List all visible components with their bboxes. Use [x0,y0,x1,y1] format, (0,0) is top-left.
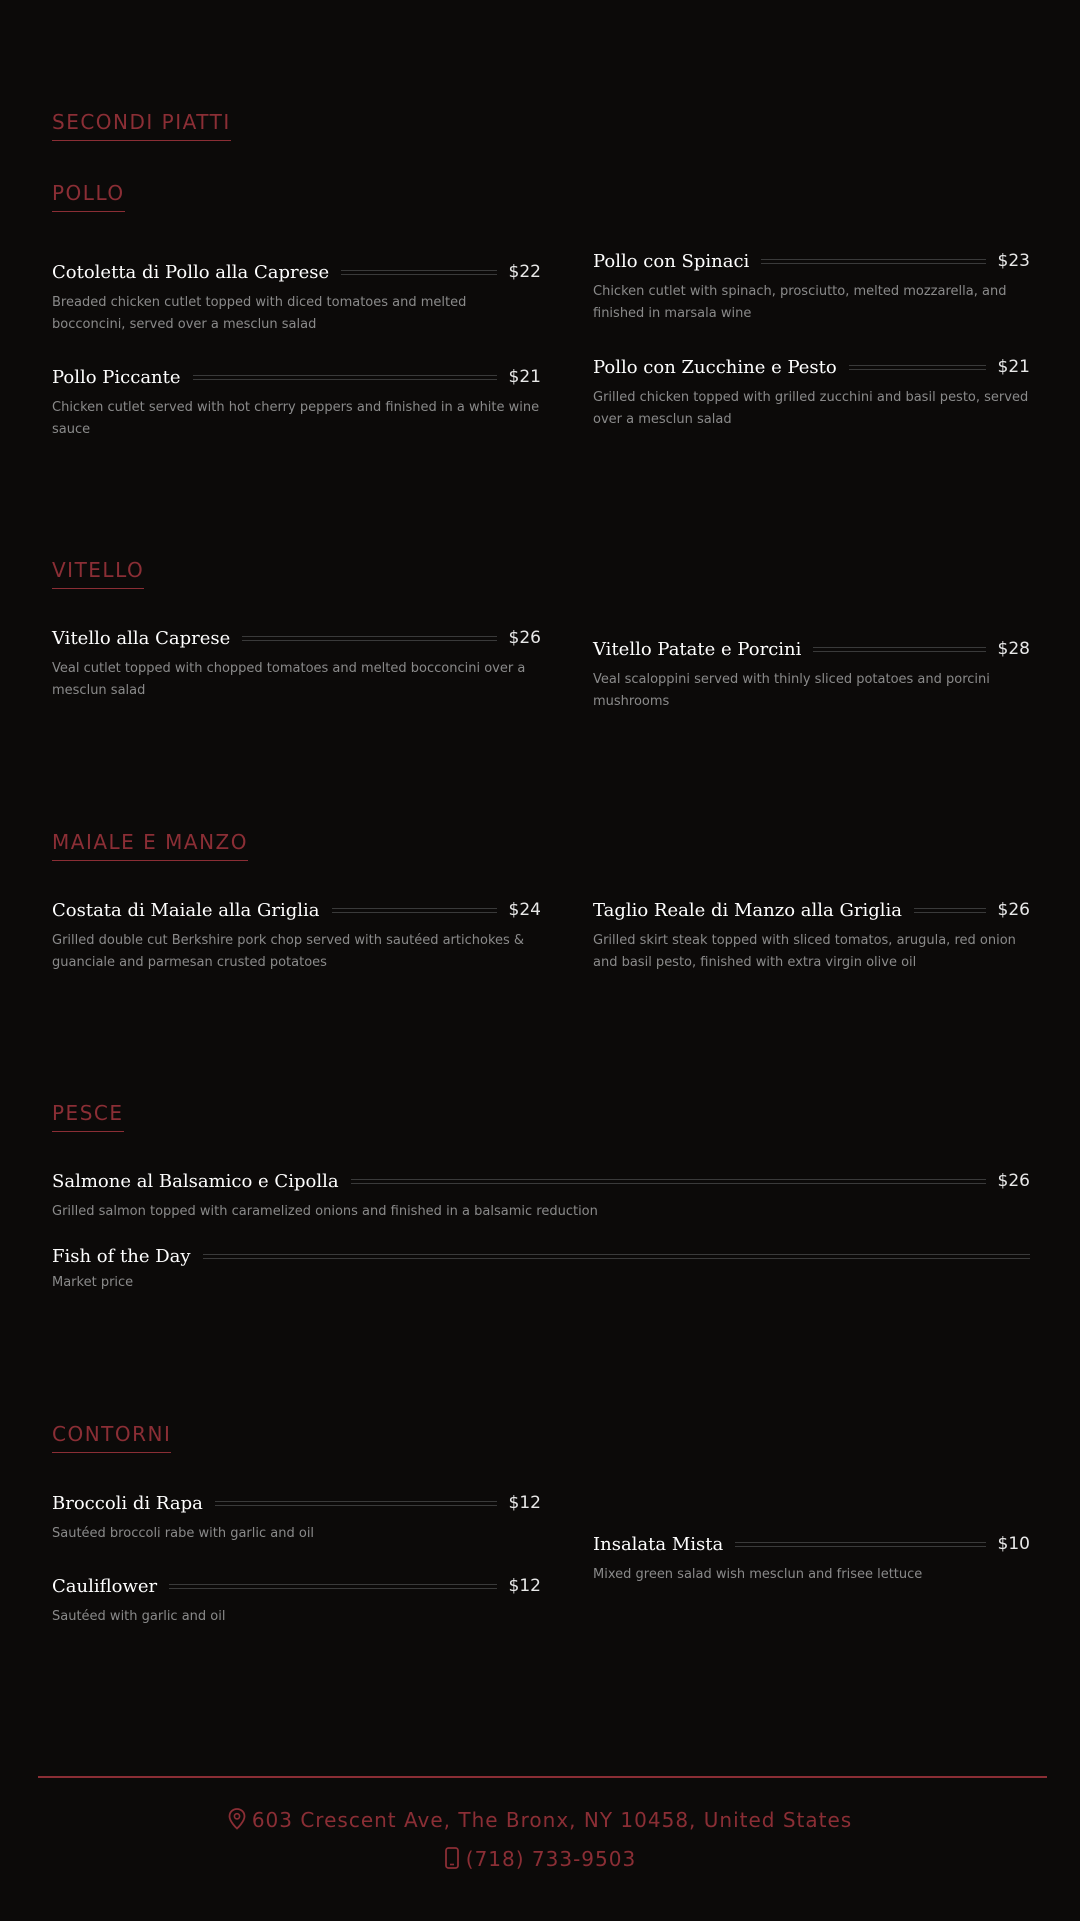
menu-item [593,353,1030,443]
menu-item [52,363,541,453]
menu-item [593,247,1030,337]
section-title-maiale-e-manzo: MAIALE E MANZO [52,830,248,861]
leader-line [193,375,497,380]
item-name: Broccoli di Rapa [52,1492,203,1514]
phone-icon [444,1847,460,1869]
item-price: $23 [997,251,1030,271]
item-name: Cauliflower [52,1575,158,1597]
item-description: Market price [52,1275,134,1290]
item-name: Costata di Maiale alla Griglia [52,899,320,921]
item-description: Sautéed broccoli rabe with garlic and oil [52,1526,315,1541]
item-price: $10 [997,1534,1030,1554]
leader-line [735,1542,985,1547]
menu-item [52,1572,541,1662]
footer-phone[interactable] [0,1847,1080,1871]
menu-item [52,896,541,986]
leader-line [813,647,985,652]
section-title-secondi-piatti: SECONDI PIATTI [52,110,231,141]
item-description: Chicken cutlet served with hot cherry peppers and finished in a white wine sauce [52,400,540,437]
item-name: Pollo con Zucchine e Pesto [593,356,837,378]
leader-line [169,1584,496,1589]
leader-line [341,270,496,275]
item-price: $26 [997,1171,1030,1191]
footer-address-text: 603 Crescent Ave, The Bronx, NY 10458, United States [251,1808,853,1832]
item-description: Veal cutlet topped with chopped tomatoes and melted bocconcini over a mesclun salad [52,661,526,698]
item-name: Vitello Patate e Porcini [593,638,802,660]
menu-item [52,1242,1030,1332]
item-name: Salmone al Balsamico e Cipolla [52,1170,339,1192]
item-price: $22 [508,262,541,282]
item-price: $24 [508,900,541,920]
item-price: $12 [508,1576,541,1596]
item-description: Grilled salmon topped with caramelized onions and finished in a balsamic reduction [52,1204,598,1219]
section-title-pesce: PESCE [52,1101,124,1132]
section-title-vitello: VITELLO [52,558,144,589]
leader-line [761,259,985,264]
menu-item [593,1530,1030,1620]
item-description: Veal scaloppini served with thinly sliced potatoes and porcini mushrooms [593,672,990,709]
item-price: $28 [997,639,1030,659]
leader-line [215,1501,497,1506]
leader-line [849,365,986,370]
item-price: $21 [508,367,541,387]
menu-item [593,635,1030,725]
leader-line [351,1179,986,1184]
item-description: Grilled skirt steak topped with sliced tomatos, arugula, red onion and basil pesto, finished with extra virgin olive oil [593,933,1016,970]
menu-item [52,1489,541,1579]
item-description: Grilled chicken topped with grilled zucchini and basil pesto, served over a mesclun salad [593,390,1029,427]
item-description: Breaded chicken cutlet topped with diced tomatoes and melted bocconcini, served over a mesclun salad [52,295,467,332]
item-name: Pollo con Spinaci [593,250,750,272]
footer-address[interactable] [0,1808,1080,1832]
footer-phone-text: (718) 733-9503 [465,1847,637,1871]
leader-line [914,908,986,913]
leader-line [203,1254,1030,1259]
menu-item [52,258,541,348]
menu-item [52,624,541,714]
leader-line [242,636,496,641]
item-price: $26 [508,628,541,648]
footer-divider [38,1776,1047,1778]
item-description: Mixed green salad wish mesclun and frisee lettuce [593,1567,923,1582]
item-name: Cotoletta di Pollo alla Caprese [52,261,330,283]
item-price: $12 [508,1493,541,1513]
section-title-pollo: POLLO [52,181,125,212]
section-title-contorni: CONTORNI [52,1422,171,1453]
item-price: $26 [997,900,1030,920]
item-description: Sautéed with garlic and oil [52,1609,226,1624]
item-name: Pollo Piccante [52,366,181,388]
item-name: Fish of the Day [52,1245,191,1267]
item-name: Taglio Reale di Manzo alla Griglia [593,899,903,921]
leader-line [332,908,497,913]
item-name: Vitello alla Caprese [52,627,231,649]
item-price: $21 [997,357,1030,377]
item-name: Insalata Mista [593,1533,724,1555]
item-description: Grilled double cut Berkshire pork chop served with sautéed artichokes & guanciale and parmesan crusted potatoes [52,933,525,970]
item-description: Chicken cutlet with spinach, prosciutto, melted mozzarella, and finished in marsala wine [593,284,1007,321]
map-pin-icon [228,1808,246,1830]
menu-item [593,896,1030,986]
